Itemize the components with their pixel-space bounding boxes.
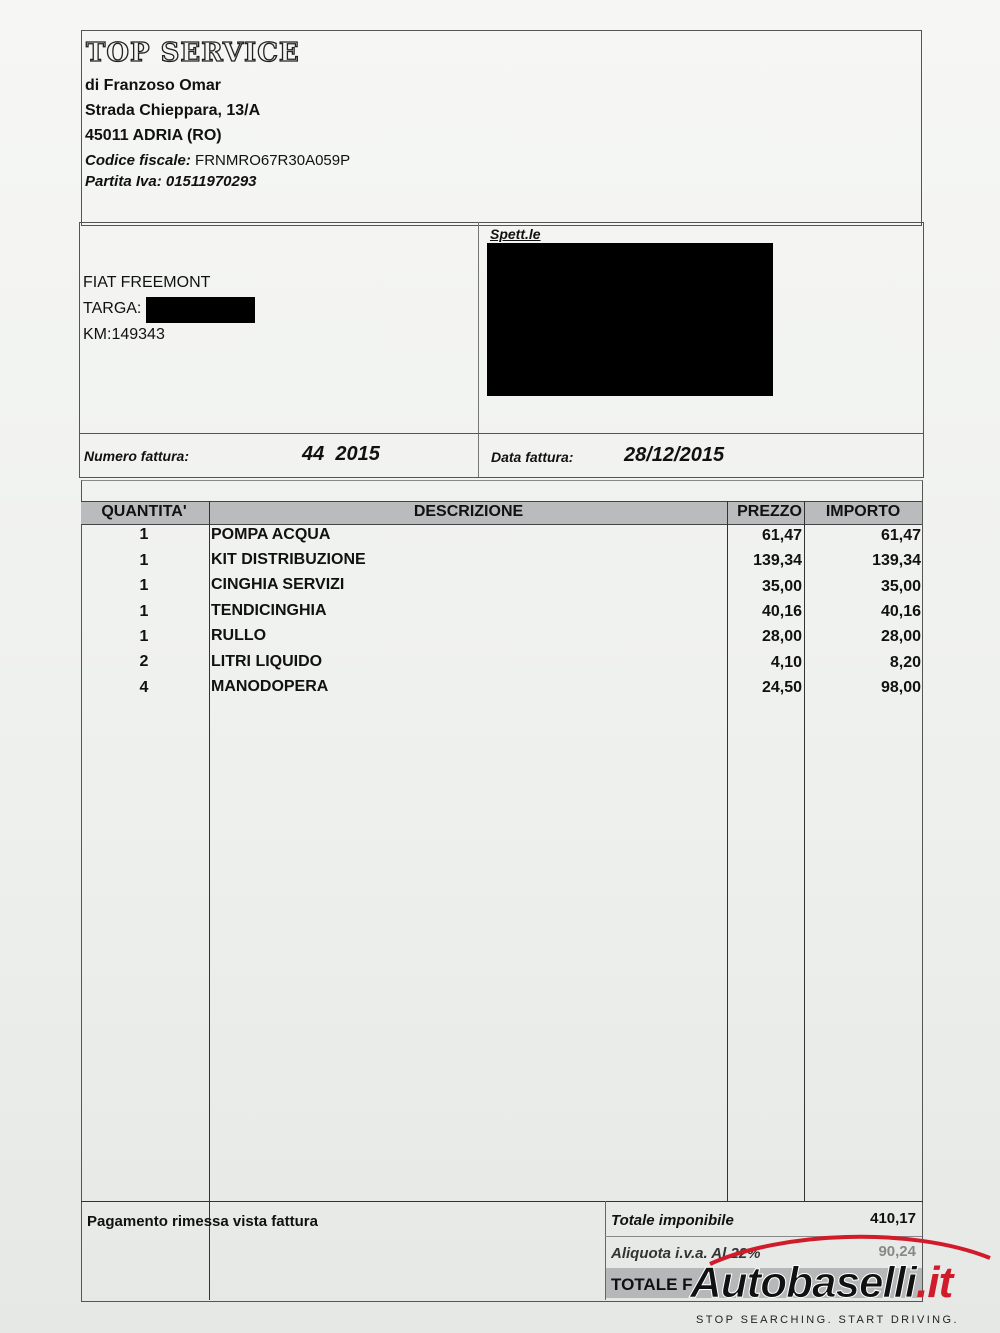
row-qty: 1	[139, 552, 149, 569]
plate-redaction	[146, 297, 255, 323]
vat-label: Partita Iva:	[85, 173, 162, 190]
row-desc: CINGHIA SERVIZI	[211, 576, 345, 593]
taxable-total-label: Totale imponibile	[611, 1212, 734, 1229]
row-price: 40,16	[761, 603, 802, 620]
taxable-total-value: 410,17	[870, 1210, 916, 1227]
header-description: DESCRIZIONE	[413, 503, 524, 520]
watermark-brand	[690, 1258, 952, 1308]
watermark-brand-name: Autobaselli	[690, 1258, 917, 1307]
vat-rate-label: Aliquota i.v.a. Al 22%	[611, 1245, 761, 1262]
autobaselli-watermark	[690, 1258, 995, 1332]
invoice-number: 44 2015	[302, 443, 380, 465]
row-price: 139,34	[753, 552, 802, 569]
grand-total-label: TOTALE F	[611, 1275, 693, 1294]
payment-terms: Pagamento rimessa vista fattura	[87, 1213, 318, 1230]
vat-value: 01511970293	[165, 173, 257, 190]
row-amount: 28,00	[880, 628, 921, 645]
row-amount: 40,16	[880, 603, 921, 620]
fiscal-code-label: Codice fiscale:	[85, 152, 191, 169]
invoice-number-label: Numero fattura:	[84, 448, 190, 464]
row-amount: 139,34	[872, 552, 921, 569]
footer-divider	[81, 1201, 923, 1202]
row-price: 35,00	[761, 578, 802, 595]
row-desc: LITRI LIQUIDO	[211, 653, 323, 670]
row-amount: 8,20	[889, 654, 921, 671]
seller-city: 45011 ADRIA (RO)	[85, 127, 222, 144]
header-quantity: QUANTITA'	[101, 503, 187, 520]
row-desc: POMPA ACQUA	[211, 526, 331, 543]
vehicle-plate-label: TARGA:	[83, 300, 142, 317]
customer-label: Spett.le	[490, 226, 541, 242]
row-qty: 2	[139, 653, 149, 670]
row-price: 61,47	[761, 527, 802, 544]
row-qty: 1	[139, 628, 149, 645]
row-qty: 4	[139, 679, 149, 696]
vehicle-model: FIAT FREEMONT	[83, 274, 211, 291]
row-desc: KIT DISTRIBUZIONE	[211, 551, 366, 568]
col-divider-price	[804, 501, 805, 1201]
row-price: 4,10	[770, 654, 802, 671]
header-amount: IMPORTO	[825, 503, 901, 520]
row-qty: 1	[139, 603, 149, 620]
row-amount: 98,00	[880, 679, 921, 696]
vat-amount-value: 90,24	[878, 1243, 916, 1260]
watermark-slogan: STOP SEARCHING. START DRIVING.	[696, 1314, 959, 1326]
header-price: PREZZO	[737, 503, 802, 520]
seller-vat	[85, 173, 257, 190]
invoice-date-label: Data fattura:	[491, 449, 574, 465]
invoice-date: 28/12/2015	[624, 444, 725, 466]
seller-owner: di Franzoso Omar	[85, 77, 222, 94]
seller-street: Strada Chieppara, 13/A	[85, 102, 261, 119]
row-qty: 1	[139, 526, 149, 543]
row-desc: MANODOPERA	[211, 678, 329, 695]
row-desc: RULLO	[211, 627, 267, 644]
row-amount: 61,47	[880, 527, 921, 544]
watermark-tld: .it	[916, 1258, 953, 1307]
vehicle-km: KM:149343	[83, 326, 165, 343]
seller-fiscal-code	[85, 152, 350, 169]
row-desc: TENDICINGHIA	[211, 602, 327, 619]
row-amount: 35,00	[880, 578, 921, 595]
col-divider-qty	[209, 501, 210, 1300]
customer-redaction	[487, 243, 773, 396]
row-qty: 1	[139, 577, 149, 594]
row-price: 28,00	[761, 628, 802, 645]
row-price: 24,50	[761, 679, 802, 696]
company-logo: TOP SERVICE	[86, 38, 300, 68]
fiscal-code-value: FRNMRO67R30A059P	[195, 152, 351, 169]
